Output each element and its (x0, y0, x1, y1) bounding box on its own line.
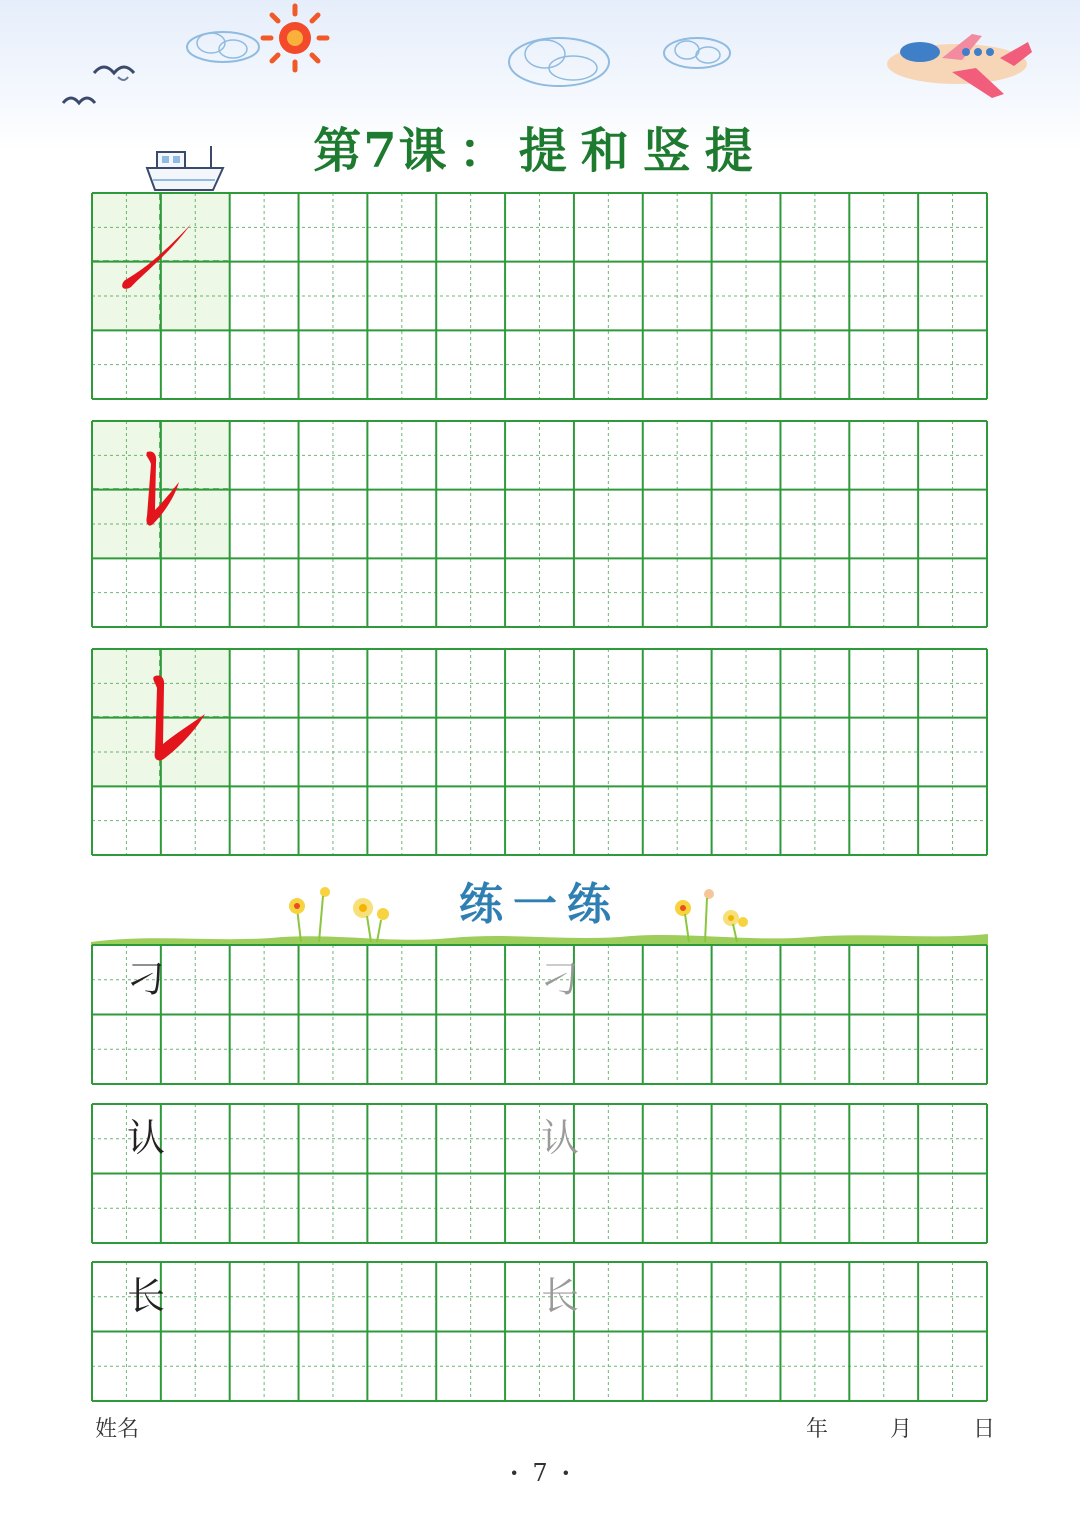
name-label: 姓名 (95, 1417, 140, 1442)
day-label: 日 (973, 1417, 996, 1442)
stroke-practice-grid-2 (91, 420, 988, 628)
lesson-separator: ： (458, 123, 509, 179)
page-dot-right: · (561, 1458, 570, 1487)
model-character: 刁 (127, 957, 166, 1001)
model-character: 认 (127, 1116, 166, 1160)
page-dot-left: · (510, 1458, 519, 1487)
stroke-practice-grid-3 (91, 648, 988, 856)
practice-title: 练一练 (459, 879, 621, 930)
lesson-topic: 提和竖提 (518, 123, 767, 179)
trace-character: 认 (541, 1116, 580, 1160)
character-practice-grid-2 (91, 1103, 988, 1244)
month-label: 月 (890, 1417, 913, 1442)
trace-character: 长 (541, 1274, 580, 1318)
character-practice-grid-3 (91, 1261, 988, 1402)
sun-icon (255, 2, 335, 77)
page-number-row (0, 1458, 1080, 1487)
lesson-label: 第7课 (313, 123, 449, 179)
cloud-icon (660, 32, 735, 74)
stroke-name: 提 (91, 192, 92, 193)
stroke-practice-grid-1 (91, 192, 988, 400)
trace-character: 刁 (541, 957, 580, 1001)
cloud-icon (503, 30, 615, 92)
airplane-icon (882, 28, 1037, 103)
seagulls-icon (58, 55, 158, 110)
year-label: 年 (806, 1417, 829, 1442)
cloud-icon (183, 25, 263, 70)
character-practice-grid-1 (91, 944, 988, 1085)
page-number: 7 (532, 1459, 548, 1487)
lesson-title (0, 112, 1080, 182)
model-character: 长 (127, 1274, 166, 1318)
